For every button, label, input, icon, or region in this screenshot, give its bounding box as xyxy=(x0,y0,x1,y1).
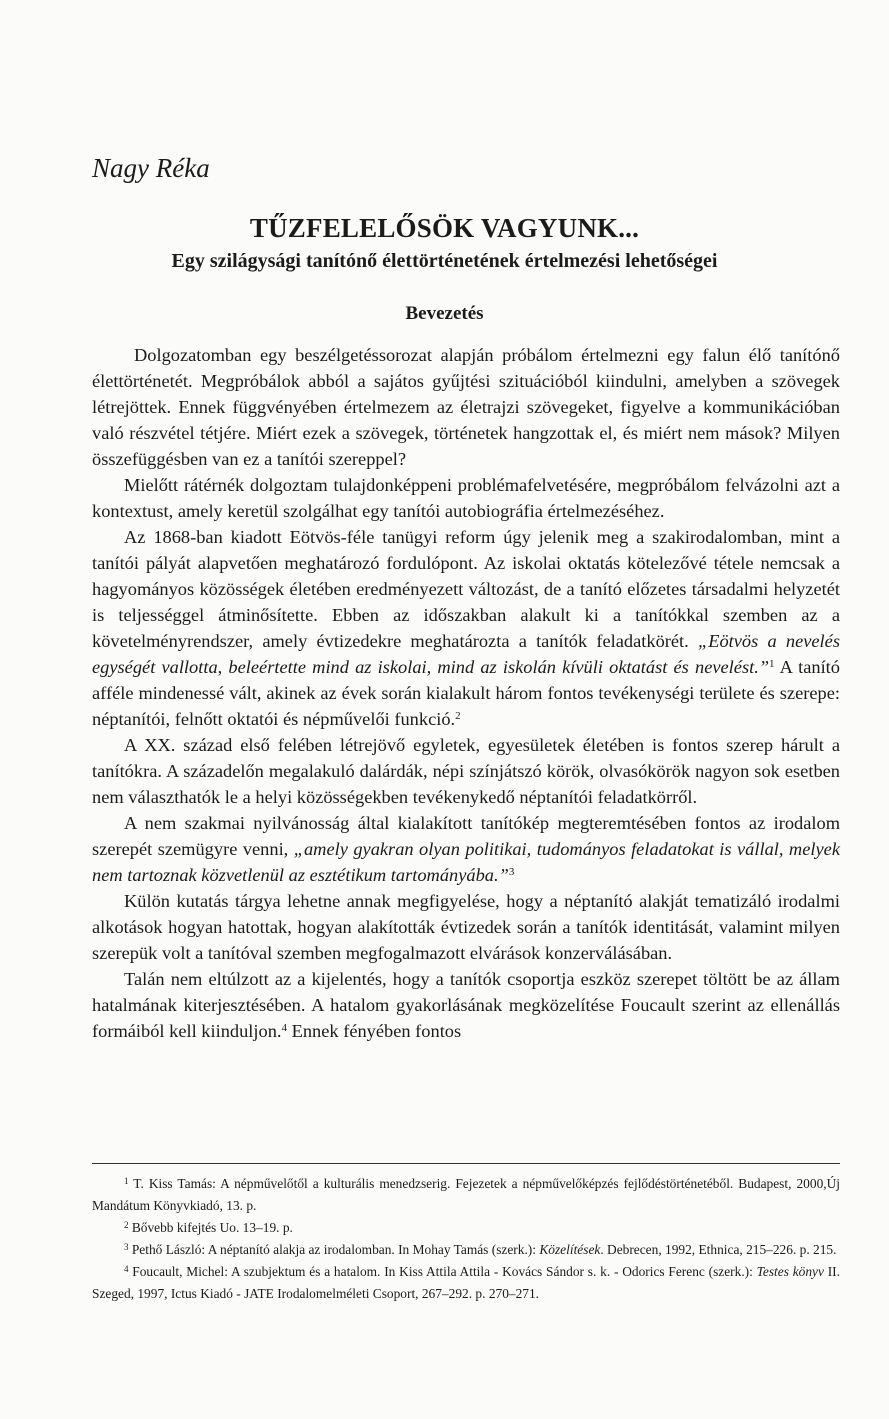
footnote: $^3$ Pethő László: A néptanító alakja az irodalomban. In Mohay Tamás (szerk.): Közelítések. Debrecen, 1992, Ethnica, 215–226. p. 215. xyxy=(124,1242,837,1257)
paragraph: A nem szakmai nyilvánosság által kialakított tanítókép megteremtésében fontos az irodalom szerepét szemügyre venni, „amely gyakran olyan politikai, tudományos feladatokat is vállal, melyek nem tartoznak közvetlenül az esztétikum tartományába.”$^3$ xyxy=(92,813,840,885)
footnote: $^4$ Foucault, Michel: A szubjektum és a hatalom. In Kiss Attila Attila - Kovács Sándor s. k. - Odorics Ferenc (szerk.): Testes könyv II. Szeged, 1997, Ictus Kiadó - JATE Irodalomelméleti Csoport, 267–292. p. 270–271. xyxy=(92,1264,840,1301)
paragraph: Dolgozatomban egy beszélgetéssorozat alapján próbálom értelmezni egy falun élő tanítónő élettörténetét. Megpróbálok abból a sajátos gyűjtési szituációból kiindulni, amelyben a szövegek létrejöttek. Ennek függvényében értelmezem az életrajzi szövegeket, figyelve a kommunikációban való részvétel tétjére. Miért ezek a szövegek, történetek hangzottak el, és miért nem mások? Milyen összefüggésben van ez a tanítói szereppel? xyxy=(92,345,840,469)
footnote-ref[interactable]: 3 xyxy=(508,866,515,878)
footnote-divider xyxy=(92,1163,840,1164)
author-name: Nagy Réka xyxy=(92,153,210,183)
paragraph: A XX. század első felében létrejövő egyletek, egyesületek életében is fontos szerep hárult a tanítókra. A századelőn megalakuló dalárdák, népi színjátszó körök, olvasókörök nagyon sok esetben nem választhatók le a helyi közösségekben tevékenykedő néptanítói feladatkörről. xyxy=(92,735,840,807)
footnote-ref[interactable]: 4 xyxy=(281,1022,288,1034)
footnote-ref[interactable]: 1 xyxy=(769,658,775,670)
article-title: TŰZFELELŐSÖK VAGYUNK... xyxy=(249,213,640,243)
paragraph: Külön kutatás tárgya lehetne annak megfigyelése, hogy a néptanító alakját tematizáló irodalmi alkotások hogyan hatottak, hogyan alakították évtizedek során a tanítók identitását, valamint milyen szerepük volt a tanítóval szemben megfogalmazott elvárások konzerválásában. xyxy=(92,891,840,963)
article-subtitle: Egy szilágysági tanítónő élettörténetének értelmezési lehetőségei xyxy=(171,250,718,272)
section-heading: Bevezetés xyxy=(405,303,484,324)
quotation: „amely gyakran olyan politikai, tudományos feladatokat is vállal, melyek nem tartoznak közvetlenül az esztétikum tartományába.” xyxy=(92,839,840,885)
paragraph: Mielőtt rátérnék dolgoztam tulajdonképpeni problémafelvetésére, megpróbálom felvázolni azt a kontextust, amely keretül szolgálhat egy tanítói autobiográfia értelmezéséhez. xyxy=(92,475,840,521)
footnotes xyxy=(92,1173,840,1305)
footnote: $^1$ T. Kiss Tamás: A népművelőtől a kulturális menedzserig. Fejezetek a népművelőképzés fejlődéstörténetéből. Budapest, 2000,Új Mandátum Könyvkiadó, 13. p. xyxy=(92,1176,840,1213)
body-text xyxy=(92,342,840,1044)
footnote: $^2$ Bővebb kifejtés Uo. 13–19. p. xyxy=(124,1220,293,1235)
footnote-ref[interactable]: 2 xyxy=(455,710,461,722)
quotation: „Eötvös a nevelés egységét vallotta, beleértette mind az iskolai, mind az iskolán kívüli oktatást és nevelést.” xyxy=(92,631,840,677)
paragraph: Talán nem eltúlzott az a kijelentés, hogy a tanítók csoportja eszköz szerepet töltött be az állam hatalmának kiterjesztésében. A hatalom gyakorlásának megközelítése Foucault szerint az ellenállás formáiból kell kiinduljon.$^4$ Ennek fényében fontos xyxy=(92,969,840,1041)
paragraph: Az 1868-ban kiadott Eötvös-féle tanügyi reform úgy jelenik meg a szakirodalomban, mint a tanítói pályát alapvetően meghatározó fordulópont. Az iskolai oktatás kötelezővé tétele nemcsak a hagyományos közösségek életében eredményezett változást, de a tanító előzetes társadalmi helyzetét is teljességgel átminősítette. Ebben az időszakban alakult ki a tanítókkal szemben az a követelményrendszer, amely évtizedekre meghatározta a tanítók feladatkörét. „Eötvös a nevelés egységét vallotta, beleértette mind az iskolai, mind az iskolán kívüli oktatást és nevelést.”$^1$ A tanító afféle mindenessé vált, akinek az évek során kialakult három fontos tevékenységi területe és szerepe: néptanítói, felnőtt oktatói és népművelői funkció.$^2$ xyxy=(92,527,840,729)
